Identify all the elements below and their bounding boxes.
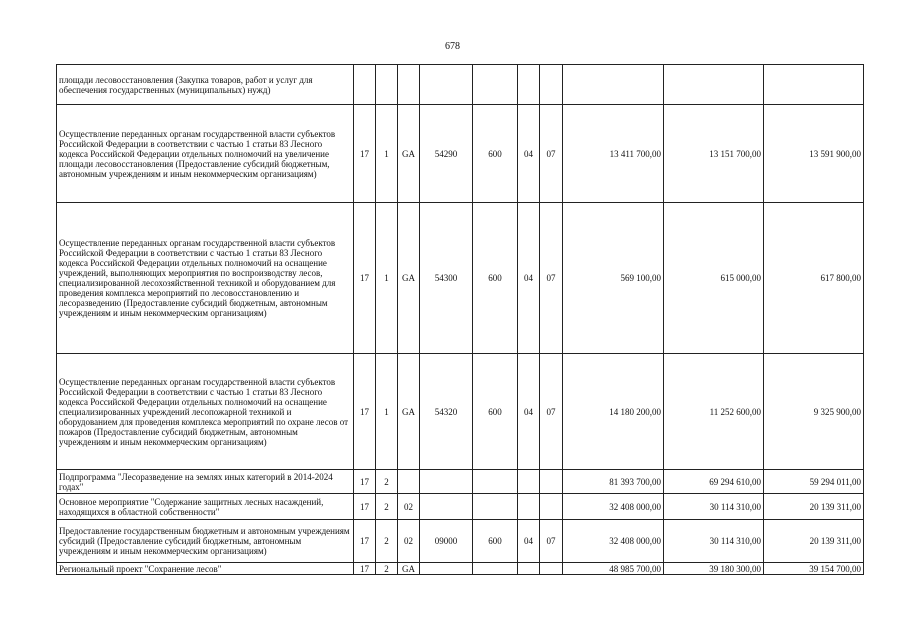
amount-2025-cell: 30 114 310,00 [664, 520, 764, 563]
code-program-cell: 17 [354, 203, 376, 354]
code-section-cell: 04 [518, 105, 540, 203]
amount-2026-cell: 13 591 900,00 [764, 105, 864, 203]
code-direction-cell: 54290 [420, 105, 473, 203]
page-number: 678 [445, 41, 460, 52]
code-subsection-cell: 07 [540, 354, 563, 470]
code-section-cell [518, 494, 540, 520]
table-row [57, 470, 864, 494]
amount-2025-cell: 615 000,00 [664, 203, 764, 354]
row-name-cell: Предоставление государственным бюджетным и автономным учреждениям субсидий (Предоставление субсидий бюджетным, автономным учреждениям и иным некоммерческим организациям) [57, 520, 354, 563]
table-row [57, 520, 864, 563]
code-subprogram-cell: 1 [376, 105, 398, 203]
row-name-cell: Региональный проект "Сохранение лесов" [57, 563, 354, 575]
amount-2025-cell: 11 252 600,00 [664, 354, 764, 470]
code-subsection-cell [540, 563, 563, 575]
code-project-cell [398, 470, 420, 494]
amount-2025-cell [664, 65, 764, 105]
table-row [57, 494, 864, 520]
code-section-cell [518, 470, 540, 494]
code-program-cell: 17 [354, 494, 376, 520]
code-expense-type-cell [473, 563, 518, 575]
code-expense-type-cell [473, 65, 518, 105]
amount-2024-cell: 569 100,00 [563, 203, 664, 354]
code-program-cell [354, 65, 376, 105]
code-project-cell: GA [398, 563, 420, 575]
code-expense-type-cell: 600 [473, 520, 518, 563]
code-direction-cell: 54320 [420, 354, 473, 470]
code-project-cell: 02 [398, 520, 420, 563]
amount-2026-cell: 9 325 900,00 [764, 354, 864, 470]
code-subsection-cell [540, 470, 563, 494]
code-subprogram-cell: 2 [376, 520, 398, 563]
budget-table [56, 64, 864, 575]
amount-2024-cell: 48 985 700,00 [563, 563, 664, 575]
table-row [57, 105, 864, 203]
code-project-cell: 02 [398, 494, 420, 520]
code-direction-cell [420, 494, 473, 520]
code-subsection-cell: 07 [540, 203, 563, 354]
code-section-cell [518, 563, 540, 575]
code-direction-cell: 54300 [420, 203, 473, 354]
code-expense-type-cell [473, 494, 518, 520]
code-direction-cell [420, 563, 473, 575]
code-project-cell: GA [398, 203, 420, 354]
table-row [57, 203, 864, 354]
code-direction-cell [420, 65, 473, 105]
amount-2026-cell [764, 65, 864, 105]
amount-2026-cell: 20 139 311,00 [764, 494, 864, 520]
code-subprogram-cell: 2 [376, 494, 398, 520]
row-name-cell: Осуществление переданных органам государственной власти субъектов Российской Федерации в соответствии с частью 1 статьи 83 Лесного кодекса Российской Федерации отдельных полномочий на увеличение площади лесовосстановления (Предоставление субсидий бюджетным, автономным учреждениям и иным некоммерческим организациям) [57, 105, 354, 203]
row-name-cell: Осуществление переданных органам государственной власти субъектов Российской Федерации в соответствии с частью 1 статьи 83 Лесного кодекса Российской Федерации отдельных полномочий на оснащение учреждений, выполняющих мероприятия по воспроизводству лесов, специализированной лесохозяйственной техникой и оборудованием для проведения комплекса мероприятий по лесовосстановлению и лесоразведению (Предоставление субсидий бюджетным, автономным учреждениям и иным некоммерческим организациям) [57, 203, 354, 354]
amount-2025-cell: 39 180 300,00 [664, 563, 764, 575]
amount-2026-cell: 59 294 011,00 [764, 470, 864, 494]
code-section-cell: 04 [518, 520, 540, 563]
amount-2025-cell: 69 294 610,00 [664, 470, 764, 494]
code-project-cell: GA [398, 105, 420, 203]
code-program-cell: 17 [354, 354, 376, 470]
code-expense-type-cell: 600 [473, 105, 518, 203]
code-program-cell: 17 [354, 520, 376, 563]
code-expense-type-cell: 600 [473, 354, 518, 470]
amount-2026-cell: 39 154 700,00 [764, 563, 864, 575]
code-subsection-cell [540, 494, 563, 520]
code-project-cell: GA [398, 354, 420, 470]
amount-2024-cell: 81 393 700,00 [563, 470, 664, 494]
amount-2025-cell: 13 151 700,00 [664, 105, 764, 203]
code-subprogram-cell: 1 [376, 203, 398, 354]
amount-2024-cell: 14 180 200,00 [563, 354, 664, 470]
amount-2024-cell: 32 408 000,00 [563, 520, 664, 563]
row-name-cell: Основное мероприятие "Содержание защитных лесных насаждений, находящихся в областной собственности" [57, 494, 354, 520]
code-subprogram-cell [376, 65, 398, 105]
code-subsection-cell: 07 [540, 105, 563, 203]
code-subsection-cell [540, 65, 563, 105]
amount-2026-cell: 20 139 311,00 [764, 520, 864, 563]
amount-2024-cell: 13 411 700,00 [563, 105, 664, 203]
code-section-cell: 04 [518, 354, 540, 470]
code-subprogram-cell: 1 [376, 354, 398, 470]
row-name-cell: Подпрограмма "Лесоразведение на землях иных категорий в 2014-2024 годах" [57, 470, 354, 494]
table-row [57, 354, 864, 470]
amount-2024-cell: 32 408 000,00 [563, 494, 664, 520]
amount-2026-cell: 617 800,00 [764, 203, 864, 354]
code-direction-cell [420, 470, 473, 494]
table-row [57, 65, 864, 105]
code-program-cell: 17 [354, 105, 376, 203]
code-expense-type-cell [473, 470, 518, 494]
code-project-cell [398, 65, 420, 105]
code-program-cell: 17 [354, 470, 376, 494]
code-program-cell: 17 [354, 563, 376, 575]
amount-2024-cell [563, 65, 664, 105]
code-section-cell: 04 [518, 203, 540, 354]
row-name-cell: площади лесовосстановления (Закупка товаров, работ и услуг для обеспечения государственных (муниципальных) нужд) [57, 65, 354, 105]
code-subprogram-cell: 2 [376, 470, 398, 494]
code-direction-cell: 09000 [420, 520, 473, 563]
row-name-cell: Осуществление переданных органам государственной власти субъектов Российской Федерации в соответствии с частью 1 статьи 83 Лесного кодекса Российской Федерации отдельных полномочий на оснащение специализированных учреждений лесопожарной техникой и оборудованием для проведения комплекса мероприятий по охране лесов от пожаров (Предоставление субсидий бюджетным, автономным учреждениям и иным некоммерческим организациям) [57, 354, 354, 470]
table-row [57, 563, 864, 575]
code-subsection-cell: 07 [540, 520, 563, 563]
code-section-cell [518, 65, 540, 105]
amount-2025-cell: 30 114 310,00 [664, 494, 764, 520]
code-subprogram-cell: 2 [376, 563, 398, 575]
code-expense-type-cell: 600 [473, 203, 518, 354]
